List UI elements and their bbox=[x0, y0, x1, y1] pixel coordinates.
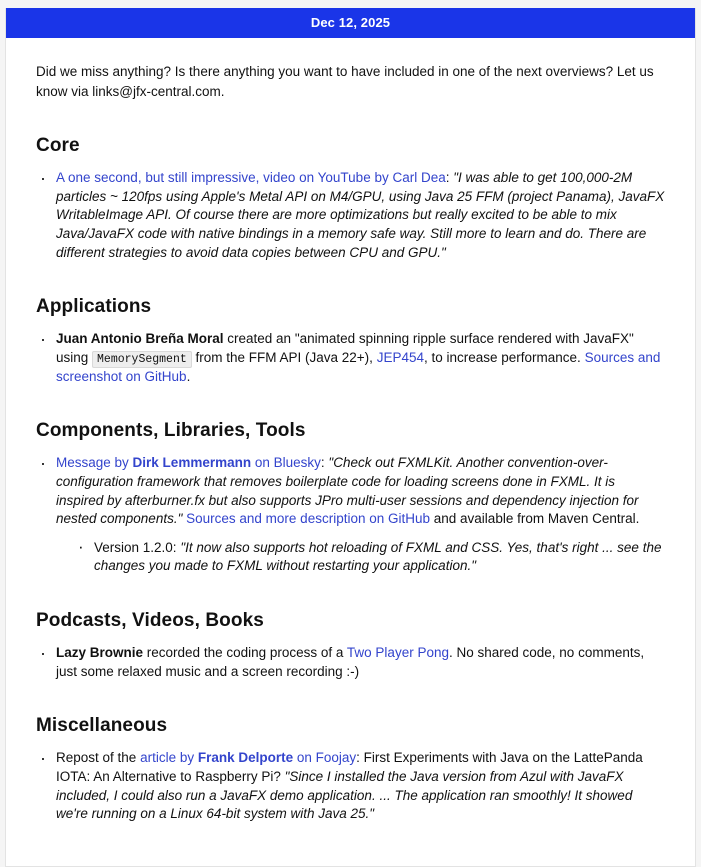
section-heading-applications: Applications bbox=[36, 296, 152, 318]
components-message-author: Dirk Lemmermann bbox=[132, 455, 252, 471]
podcasts-text-1: recorded the coding process of a bbox=[143, 645, 347, 661]
components-version-quote: "It now also supports hot reloading of FXML and CSS. Yes, that's right ... see the changes you made to FXML without restarting your application." bbox=[94, 539, 662, 574]
misc-article-author: Frank Delporte bbox=[197, 750, 294, 766]
misc-quote: "Since I installed the Java version from Azul with JavaFX included, I could also run a JavaFX demo application. ... The application ran smoothly! It showed we're running on a Linux 64-bit system with Java 25." bbox=[56, 768, 633, 822]
memorysegment-code: MemorySegment bbox=[92, 351, 192, 368]
list-core bbox=[36, 169, 665, 262]
components-message-link[interactable] bbox=[56, 455, 321, 470]
components-colon: : bbox=[320, 455, 329, 471]
components-version-label: Version 1.2.0: bbox=[94, 539, 181, 555]
list-components bbox=[36, 454, 665, 576]
applications-text-4: . bbox=[186, 368, 191, 384]
section-heading-podcasts: Podcasts, Videos, Books bbox=[36, 610, 264, 632]
components-quote: "Check out FXMLKit. Another convention-over-configuration framework that removes boilerplate code for loading screens done in FXML. It is inspired by afterburner.fx but also supports JPro multi-user sessions and dependency injection for nested components." bbox=[56, 455, 639, 527]
podcasts-text-2: . No shared code, no comments, just some relaxed music and a screen recording :-) bbox=[56, 645, 645, 679]
content-area bbox=[6, 38, 695, 838]
section-heading-miscellaneous: Miscellaneous bbox=[36, 715, 168, 737]
misc-article-suffix: on Foojay bbox=[293, 750, 357, 766]
list-miscellaneous bbox=[36, 749, 665, 824]
section-heading-core: Core bbox=[36, 135, 80, 157]
sublist-components bbox=[56, 539, 665, 576]
applications-text-2: from the FFM API (Java 22+), bbox=[191, 349, 377, 365]
components-message-suffix: on Bluesky bbox=[251, 455, 321, 471]
list-item bbox=[36, 454, 665, 576]
components-message-prefix: Message by bbox=[56, 455, 133, 471]
list-podcasts bbox=[36, 644, 665, 681]
list-item bbox=[36, 169, 665, 262]
list-item bbox=[36, 749, 665, 824]
applications-text-1: created an "animated spinning ripple surface rendered with JavaFX" using bbox=[56, 331, 634, 365]
misc-text-1: : First Experiments with Java on the LattePanda IOTA: An Alternative to Raspberry Pi? bbox=[56, 750, 643, 784]
podcasts-author: Lazy Brownie bbox=[56, 645, 144, 661]
applications-text-3: , to increase performance. bbox=[423, 349, 585, 365]
jep454-link[interactable]: JEP454 bbox=[376, 349, 424, 365]
date-banner: Dec 12, 2025 bbox=[6, 8, 695, 38]
section-heading-components: Components, Libraries, Tools bbox=[36, 420, 306, 442]
list-item bbox=[78, 539, 665, 576]
intro-paragraph: Did we miss anything? Is there anything you want to have included in one of the next overviews? Let us know via links@jfx-central.com. bbox=[36, 64, 654, 99]
two-player-pong-link[interactable]: Two Player Pong bbox=[346, 645, 449, 661]
misc-article-link[interactable] bbox=[140, 750, 356, 765]
components-tail: and available from Maven Central. bbox=[430, 511, 640, 527]
list-item bbox=[36, 330, 665, 386]
misc-prefix: Repost of the bbox=[56, 750, 141, 766]
bottom-spacer bbox=[36, 828, 665, 838]
core-quote: "I was able to get 100,000-2M particles ~ 120fps using Apple's Metal API on M4/GPU, using Java 25 FFM (project Panama), JavaFX WritableImage API. Of course there are more optimizations but really excited to be able to mix Java/JavaFX code with native bindings in a memory safe way. Still more to learn and do. There are different strategies to avoid data copies between CPU and GPU." bbox=[56, 170, 665, 260]
newsletter-sheet bbox=[5, 8, 696, 867]
core-video-link[interactable]: A one second, but still impressive, video on YouTube by Carl Dea bbox=[56, 170, 446, 186]
applications-author: Juan Antonio Breña Moral bbox=[56, 331, 224, 347]
misc-article-text: article by bbox=[140, 750, 198, 766]
list-applications bbox=[36, 330, 665, 386]
core-colon: : bbox=[445, 170, 454, 186]
applications-sources-link[interactable]: Sources and screenshot on GitHub bbox=[56, 349, 661, 384]
list-item bbox=[36, 644, 665, 681]
components-sources-link[interactable]: Sources and more description on GitHub bbox=[186, 511, 431, 527]
